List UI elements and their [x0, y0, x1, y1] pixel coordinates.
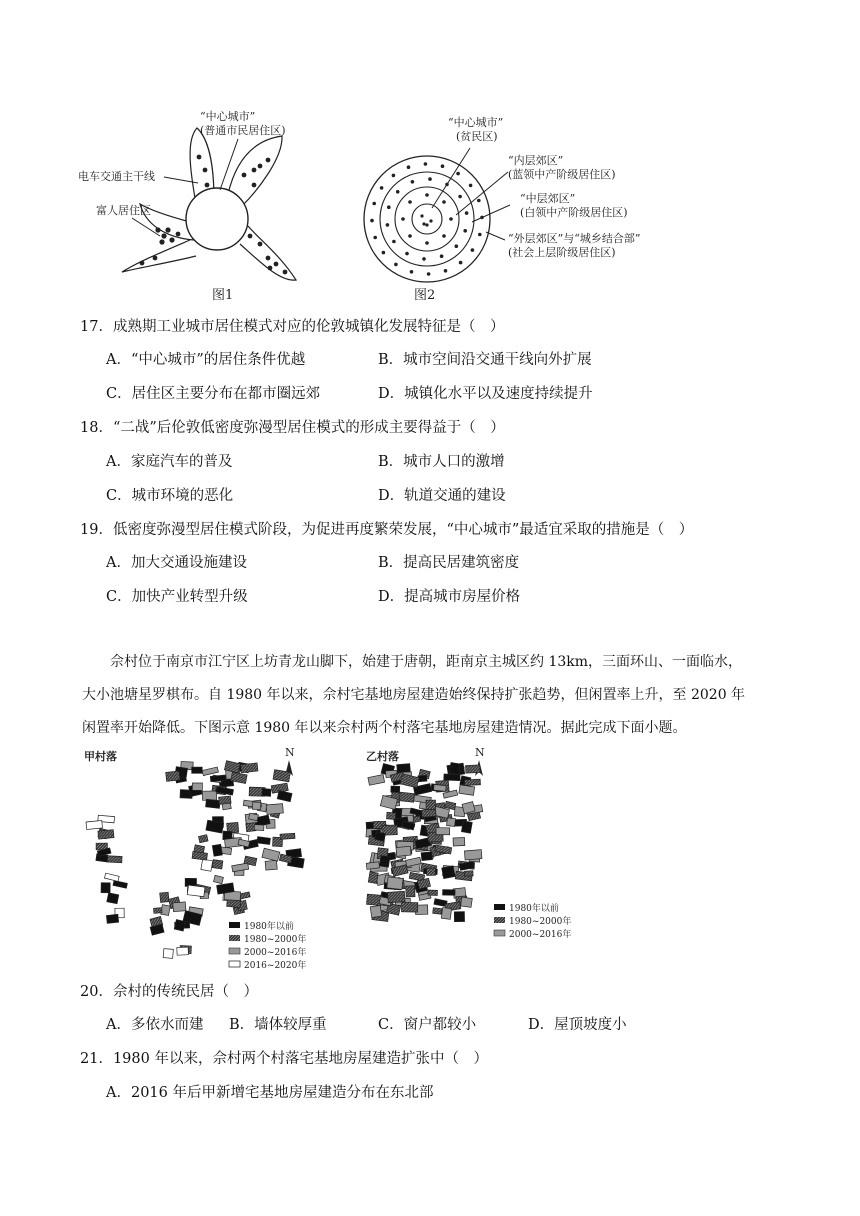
q19-option-b[interactable]: B．提高民居建筑密度 [378, 555, 520, 571]
house-footprint [98, 830, 114, 840]
map-b-title: 乙村落 [366, 750, 399, 763]
passage-line-2: 大小池塘星罗棋布。自 1980 年以来，佘村宅基地房屋建造始终保持扩张趋势，但闲置率上升，至 2020 年 [82, 687, 746, 703]
q21-stem: 21．1980 年以来，佘村两个村落宅基地房屋建造扩张中（ ） [80, 1051, 488, 1067]
house-footprint [436, 828, 450, 835]
q18-option-b[interactable]: B．城市人口的激增 [378, 454, 505, 470]
house-footprint [232, 863, 249, 872]
q18-option-d[interactable]: D．轨道交通的建设 [378, 488, 506, 504]
q18-option-a[interactable]: A．家庭汽车的普及 [106, 454, 233, 470]
fig2-inner-label-1: “内层郊区” [508, 154, 564, 167]
q17-stem: 17．成熟期工业城市居住模式对应的伦敦城镇化发展特征是（ ） [80, 319, 505, 335]
house-footprint [106, 914, 118, 923]
q17-option-c[interactable]: C．居住区主要分布在都市圈远郊 [106, 386, 321, 402]
house-footprint [459, 785, 475, 796]
house-footprint [177, 947, 189, 955]
figure1-diagram [78, 109, 296, 303]
house-footprint [445, 801, 456, 809]
house-footprint [241, 763, 258, 773]
fig1-center-label-1: “中心城市” [200, 110, 256, 123]
svg-text:N: N [475, 746, 485, 759]
q19-option-a[interactable]: A．加大交通设施建设 [106, 555, 247, 571]
fig2-outer-label-2: (社会上层阶级居住区) [508, 246, 616, 259]
house-footprint [421, 852, 432, 861]
q18-option-c[interactable]: C．城市环境的恶化 [106, 488, 234, 504]
house-footprint [107, 893, 119, 904]
house-footprint [426, 800, 436, 809]
house-footprint [379, 856, 390, 868]
house-footprint [262, 788, 271, 796]
house-footprint [398, 792, 415, 802]
map-b-legend-3: 2000~2016年 [509, 930, 572, 940]
house-footprint [166, 771, 180, 781]
passage-line-3: 闲置率开始降低。下图示意 1980 年以来佘村两个村落宅基地房屋建造情况。据此完成下面小题。 [82, 720, 687, 736]
house-footprint [368, 872, 378, 884]
house-footprint [266, 804, 283, 815]
house-footprint [461, 821, 472, 833]
house-footprint [174, 919, 185, 931]
house-footprint [201, 859, 213, 871]
house-footprint [214, 875, 224, 883]
house-footprint [86, 820, 102, 829]
house-footprint [206, 799, 221, 808]
fig1-tram-label: 电车交通主干线 [78, 170, 155, 183]
house-footprint [449, 763, 460, 775]
map-a-legend-2: 1980~2000年 [244, 935, 307, 945]
house-footprint [422, 809, 436, 817]
house-footprint [107, 856, 122, 863]
house-footprint [163, 949, 173, 959]
house-footprint [387, 877, 403, 890]
house-footprint [391, 786, 400, 792]
passage-line-1: 佘村位于南京市江宁区上坊青龙山脚下，始建于唐朝，距南京主城区约 13km，三面环山、一面临水， [110, 654, 743, 670]
house-footprint [370, 905, 381, 917]
house-footprint [153, 908, 162, 914]
house-footprint [441, 907, 451, 919]
house-footprint [464, 871, 473, 876]
house-footprint [464, 850, 482, 860]
fig2-inner-label-2: (蓝领中产阶级居住区) [508, 168, 616, 181]
house-footprint [198, 835, 208, 843]
house-footprint [104, 873, 119, 881]
fig2-middle-label-2: (白领中产阶级居住区) [520, 206, 628, 219]
fig2-center-label-1: “中心城市” [448, 116, 504, 129]
house-footprint [434, 785, 447, 792]
fig2-caption: 图2 [414, 288, 436, 303]
house-footprint [173, 902, 186, 912]
fig2-middle-label-1: “中层郊区” [520, 192, 576, 205]
house-footprint [442, 866, 455, 879]
house-footprint [433, 908, 442, 914]
house-footprint [212, 844, 222, 856]
fig2-center-label-2: (贫民区) [456, 130, 498, 143]
house-footprint [401, 902, 417, 912]
q20-option-b[interactable]: B．墙体较厚重 [229, 1017, 327, 1033]
passage [82, 646, 782, 745]
house-footprint [400, 774, 419, 788]
house-footprint [464, 779, 480, 785]
fig1-rich-label: 富人居住区 [96, 204, 151, 217]
q20-stem: 20．佘村的传统民居（ ） [80, 984, 258, 1000]
house-footprint [427, 868, 436, 875]
house-footprint [254, 825, 264, 831]
house-footprint [406, 886, 415, 897]
house-footprint [366, 862, 379, 870]
house-footprint [465, 765, 480, 773]
house-footprint [454, 912, 464, 922]
house-footprint [212, 860, 223, 869]
house-footprint [113, 881, 127, 889]
house-footprint [257, 837, 270, 845]
q17-option-b[interactable]: B．城市空间沿交通干线向外扩展 [378, 352, 592, 368]
map-a [84, 746, 306, 971]
figure2-diagram [364, 115, 641, 303]
q18-stem: 18．“二战”后伦敦低密度弥漫型居住模式的形成主要得益于（ ） [80, 420, 505, 436]
map-a-legend-1: 1980年以前 [244, 922, 294, 932]
map-b-legend-1: 1980年以前 [509, 904, 559, 914]
map-b-legend [494, 902, 571, 940]
house-footprint [262, 848, 280, 861]
map-b-legend-2: 1980~2000年 [509, 917, 572, 927]
house-footprint [368, 775, 385, 786]
q20-option-c[interactable]: C．窗户都较小 [378, 1017, 477, 1033]
house-footprint [192, 852, 207, 861]
house-footprint [101, 883, 110, 893]
house-footprint [428, 890, 437, 895]
house-footprint [388, 891, 405, 903]
q19-option-c[interactable]: C．加快产业转型升级 [106, 589, 248, 605]
village-maps [0, 740, 860, 972]
house-footprint [280, 833, 295, 839]
house-footprint [386, 812, 395, 819]
house-footprint [443, 890, 456, 896]
house-footprint [160, 892, 169, 902]
house-footprint [265, 860, 277, 870]
map-b [366, 746, 571, 940]
house-footprint [453, 837, 465, 845]
fig2-outer-label-1: “外层郊区”与“城乡结合部” [508, 232, 641, 245]
q20-option-d[interactable]: D．屋顶坡度小 [528, 1017, 627, 1033]
svg-text:N: N [285, 746, 295, 759]
figures-1-2 [0, 0, 860, 310]
house-footprint [461, 897, 473, 907]
house-footprint [192, 783, 202, 790]
house-footprint [444, 774, 460, 781]
house-footprint [277, 791, 292, 802]
house-footprint [252, 802, 261, 810]
house-footprint [396, 846, 411, 856]
q20-option-a[interactable]: A．多依水而建 [106, 1017, 204, 1033]
house-footprint [202, 767, 218, 776]
q21-option-a[interactable]: A．2016 年后甲新增宅基地房屋建造分布在东北部 [106, 1085, 434, 1101]
map-a-legend [229, 920, 306, 971]
house-footprint [187, 885, 205, 897]
map-a-title: 甲村落 [84, 750, 117, 763]
map-a-legend-4: 2016~2020年 [244, 961, 307, 971]
house-footprint [219, 796, 231, 804]
q19-stem: 19．低密度弥漫型居住模式阶段，为促进再度繁荣发展，“中心城市”最适宜采取的措施是（ ） [80, 522, 694, 538]
map-a-legend-3: 2000~2016年 [244, 948, 307, 958]
house-footprint [202, 791, 216, 800]
house-footprint [192, 767, 203, 773]
fig1-center-label-2: (普通市民居住区) [200, 124, 286, 137]
fig1-caption: 图1 [212, 288, 234, 303]
house-footprint [446, 818, 455, 827]
house-footprint [210, 775, 225, 782]
q19-option-d[interactable]: D．提高城市房屋价格 [378, 589, 521, 605]
q17-option-a[interactable]: A．“中心城市”的居住条件优越 [106, 352, 306, 368]
q17-option-d[interactable]: D．城镇化水平以及速度持续提升 [378, 386, 593, 402]
